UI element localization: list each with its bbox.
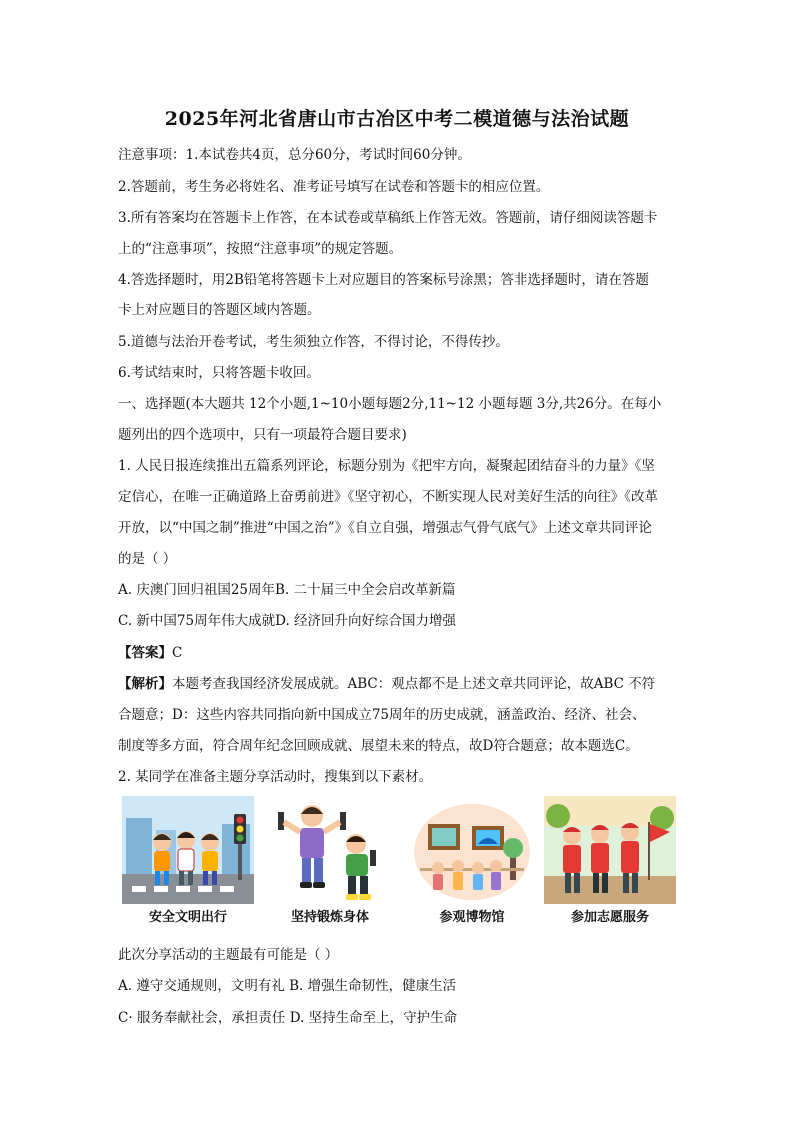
question-2-option: A. 遵守交通规则，文明有礼 B. 增强生命韧性，健康生活 bbox=[118, 978, 457, 994]
notice-line: 2.答题前，考生务必将姓名、准考证号填写在试卷和答题卡的相应位置。 bbox=[118, 179, 550, 195]
material-image-3 bbox=[406, 796, 538, 924]
notice-line: 卡上对应题目的答题区域内答题。 bbox=[118, 302, 321, 318]
analysis-text: 本题考查我国经济发展成就。ABC：观点都不是上述文章共同评论，故ABC 不符 bbox=[172, 676, 656, 692]
answer-line bbox=[118, 643, 678, 663]
analysis-line bbox=[118, 674, 678, 694]
analysis-text: 制度等多方面，符合周年纪念回顾成就、展望未来的特点，故D符合题意；故本题选C。 bbox=[118, 738, 639, 754]
question-1-stem: 1. 人民日报连续推出五篇系列评论，标题分别为《把牢方向，凝聚起团结奋斗的力量》《坚 bbox=[118, 458, 655, 474]
image-caption: 坚持锻炼身体 bbox=[290, 910, 369, 925]
question-1-option: C. 新中国75周年伟大成就D. 经济回升向好综合国力增强 bbox=[118, 613, 457, 629]
section-heading: 题列出的四个选项中，只有一项最符合题目要求) bbox=[118, 427, 407, 443]
material-image-1 bbox=[122, 796, 254, 924]
analysis-label: 【解析】 bbox=[118, 676, 172, 692]
section-heading: 一、选择题(本大题共 12个小题,1~10小题每题2分,11~12 小题每题 3分,共26分。在每小 bbox=[118, 396, 662, 412]
volunteer-service-icon bbox=[544, 796, 676, 904]
question-1-stem: 定信心，在唯一正确道路上奋勇前进》《坚守初心，不断实现人民对美好生活的向往》《改革 bbox=[118, 489, 658, 505]
answer-label: 【答案】 bbox=[118, 645, 172, 661]
museum-visit-icon bbox=[406, 796, 538, 904]
exercise-dumbbell-icon bbox=[264, 796, 396, 904]
image-caption: 参观博物馆 bbox=[439, 910, 505, 925]
question-1-option: A. 庆澳门回归祖国25周年B. 二十届三中全会启改革新篇 bbox=[118, 582, 456, 598]
question-2-prompt: 此次分享活动的主题最有可能是（ ） bbox=[118, 947, 339, 963]
notice-line: 4.答选择题时，用2B铅笔将答题卡上对应题目的答案标号涂黑；答非选择题时，请在答题 bbox=[118, 272, 649, 288]
children-crossing-road-icon bbox=[122, 796, 254, 904]
question-1-stem: 的是（ ） bbox=[118, 551, 177, 567]
notice-line: 注意事项：1.本试卷共4页，总分60分，考试时间60分钟。 bbox=[118, 147, 471, 163]
material-image-4 bbox=[544, 796, 676, 924]
notice-line: 上的“注意事项”，按照“注意事项”的规定答题。 bbox=[118, 241, 403, 257]
notice-line: 6.考试结束时，只将答题卡收回。 bbox=[118, 365, 320, 381]
question-1-stem: 开放，以“中国之制”推进“中国之治”》《自立自强，增强志气骨气底气》上述文章共同评论 bbox=[118, 520, 652, 536]
question-2-stem: 2. 某同学在准备主题分享活动时，搜集到以下素材。 bbox=[118, 769, 433, 785]
notice-line: 5.道德与法治开卷考试，考生须独立作答，不得讨论，不得传抄。 bbox=[118, 334, 509, 350]
material-images bbox=[118, 796, 678, 924]
analysis-text: 合题意；D：这些内容共同指向新中国成立75周年的历史成就，涵盖政治、经济、社会、 bbox=[118, 707, 646, 723]
answer-value: C bbox=[172, 645, 183, 661]
image-caption: 安全文明出行 bbox=[148, 910, 227, 925]
material-image-2 bbox=[264, 796, 396, 924]
question-2-option: C· 服务奉献社会，承担责任 D. 坚持生命至上，守护生命 bbox=[118, 1010, 458, 1026]
page-title: 2025年河北省唐山市古冶区中考二模道德与法治试题 bbox=[164, 108, 630, 130]
image-caption: 参加志愿服务 bbox=[570, 910, 649, 925]
notice-line: 3.所有答案均在答题卡上作答，在本试卷或草稿纸上作答无效。答题前，请仔细阅读答题卡 bbox=[118, 210, 658, 226]
